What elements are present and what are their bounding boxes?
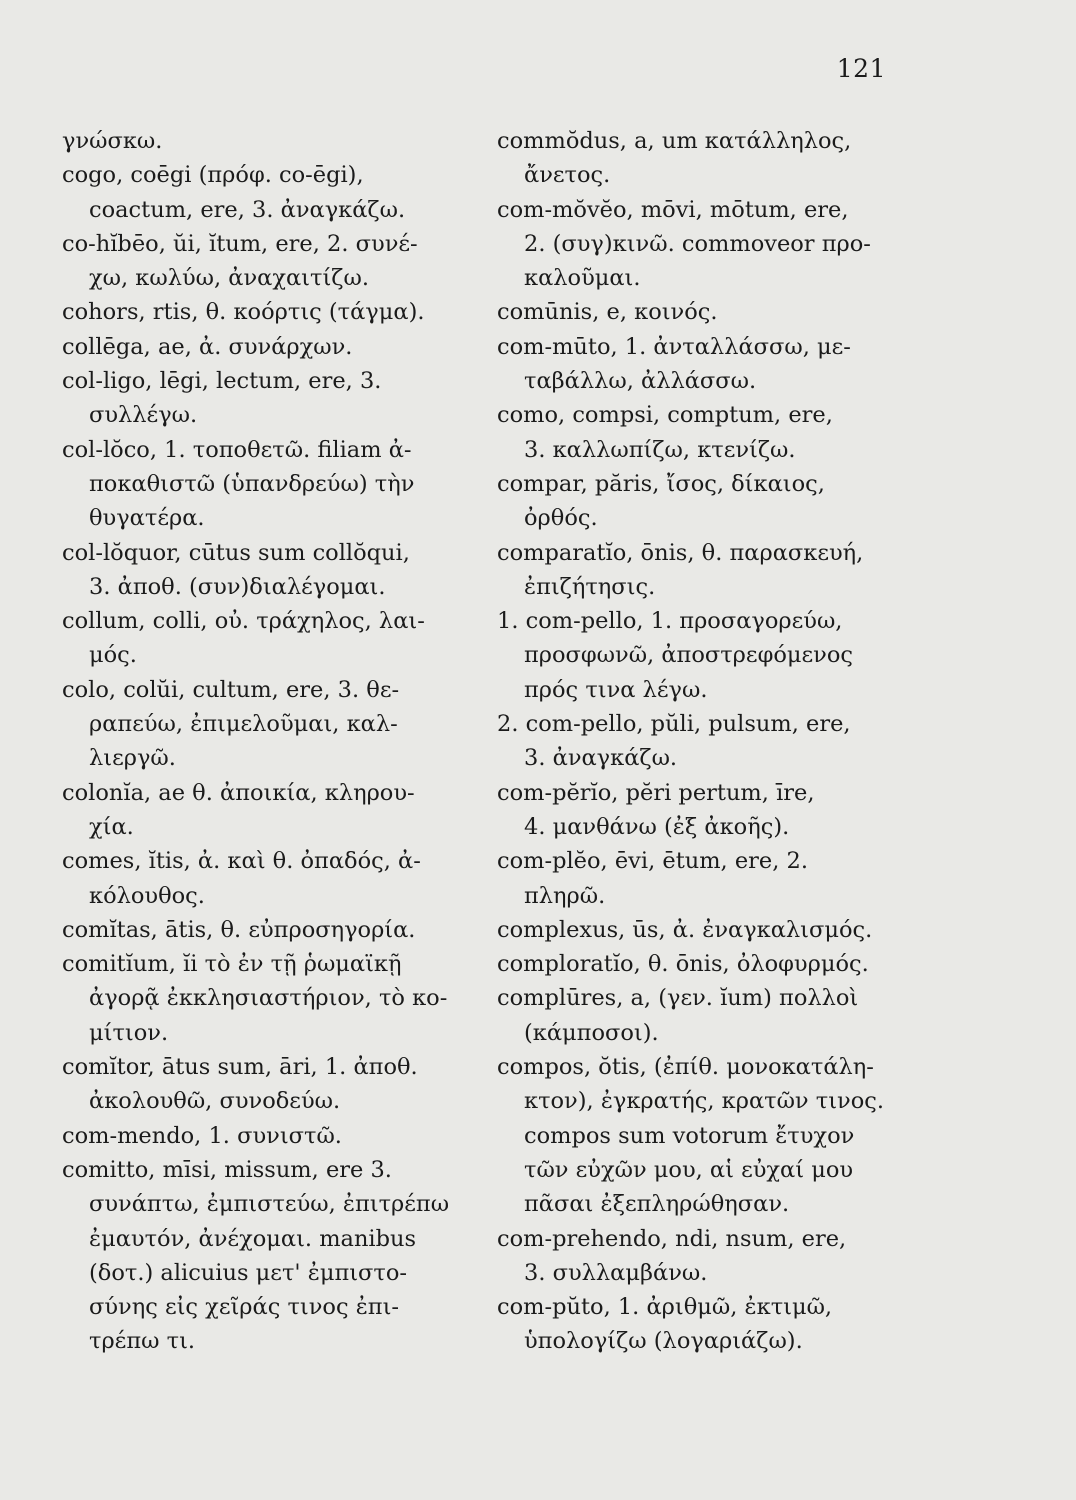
entry-line: com-pĕrĭo, pĕri pertum, īre, xyxy=(497,779,815,806)
right-column xyxy=(497,124,917,1359)
left-column xyxy=(62,124,482,1359)
text-line: λιεργῶ. xyxy=(89,745,176,772)
text-line: καλοῦμαι. xyxy=(524,265,641,292)
text-line: 4. μανθάνω (ἐξ ἀκοῆς). xyxy=(524,813,790,840)
entry-line: commŏdus, a, um κατάλληλος, xyxy=(497,128,852,154)
text-line: ἄνετος. xyxy=(524,162,611,189)
entry-line: com-pŭto, 1. ἀριθμῶ, ἐκτιμῶ, xyxy=(497,1294,833,1321)
text-line: ἀγορᾷ ἐκκλησιαστήριον, τὸ κο- xyxy=(89,985,448,1012)
text-line: πᾶσαι ἐξεπληρώθησαν. xyxy=(524,1191,790,1218)
text-line: μίτιον. xyxy=(89,1019,169,1046)
text-line: κτον), ἐγκρατής, κρατῶν τινος. xyxy=(524,1088,885,1115)
text-line: προσφωνῶ, ἀποστρεφόμενος xyxy=(524,642,853,669)
text-line: πρός τινα λέγω. xyxy=(524,676,708,703)
entry-line: comes, ĭtis, ἀ. καὶ θ. ὀπαδός, ἀ- xyxy=(62,848,421,875)
text-line: χω, κωλύω, ἀναχαιτίζω. xyxy=(89,265,369,292)
entry-line: complexus, ūs, ἀ. ἐναγκαλισμός. xyxy=(497,916,873,943)
entry-line: 1. com-pello, 1. προσαγορεύω, xyxy=(497,608,843,635)
text-line: 3. καλλωπίζω, κτενίζω. xyxy=(524,436,796,463)
text-line: πληρῶ. xyxy=(524,882,606,909)
entry-line: 2. com-pello, pŭli, pulsum, ere, xyxy=(497,711,851,738)
text-line: μός. xyxy=(89,642,137,669)
entry-line: co-hĭbēo, ŭi, ĭtum, ere, 2. συνέ- xyxy=(62,230,418,257)
entry-line: comĭtor, ātus sum, āri, 1. ἀποθ. xyxy=(62,1054,418,1081)
entry-line: com-plĕo, ēvi, ētum, ere, 2. xyxy=(497,848,809,875)
text-line: ἐπιζήτησις. xyxy=(524,573,656,600)
entry-line: compos, ŏtis, (ἐπίθ. μονοκατάλη- xyxy=(497,1054,874,1081)
entry-line: complūres, a, (γεν. ĭum) πολλοὶ xyxy=(497,985,859,1012)
text-line: 3. ἀποθ. (συν)διαλέγομαι. xyxy=(89,573,386,600)
text-line: γνώσκω. xyxy=(62,128,163,154)
text-line: τῶν εὐχῶν μου, αἱ εὐχαί μου xyxy=(524,1156,854,1183)
entry-line: collēga, ae, ἀ. συνάρχων. xyxy=(62,333,353,360)
entry-line: como, compsi, comptum, ere, xyxy=(497,402,833,429)
text-line: ὀρθός. xyxy=(524,505,598,532)
entry-line: com-prehendo, ndi, nsum, ere, xyxy=(497,1225,847,1252)
text-line: ποκαθιστῶ (ὑπανδρεύω) τὴν xyxy=(89,470,415,497)
entry-line: comitĭum, ĭi τὸ ἐν τῇ ῥωμαϊκῇ xyxy=(62,951,402,978)
text-line: 3. συλλαμβάνω. xyxy=(524,1259,708,1286)
entry-line: com-mŏvĕo, mōvi, mōtum, ere, xyxy=(497,196,849,223)
entry-line: col-lŏquor, cūtus sum collŏqui, xyxy=(62,539,410,566)
entry-line: comparatĭo, ōnis, θ. παρασκευή, xyxy=(497,539,864,566)
entry-line: cogo, coēgi (πρόφ. co-ēgi), xyxy=(62,162,364,189)
entry-line: com-mūto, 1. ἀνταλλάσσω, με- xyxy=(497,333,851,360)
text-line: ραπεύω, ἐπιμελοῦμαι, καλ- xyxy=(89,711,398,738)
text-line: (κάμποσοι). xyxy=(524,1019,659,1046)
text-line: compos sum votorum ἔτυχον xyxy=(524,1122,855,1149)
text-line: 3. ἀναγκάζω. xyxy=(524,745,678,772)
text-line: τρέπω τι. xyxy=(89,1328,196,1355)
page-number: 121 xyxy=(836,54,886,83)
text-line: συλλέγω. xyxy=(89,402,198,429)
entry-line: comĭtas, ātis, θ. εὐπροσηγορία. xyxy=(62,916,416,943)
entry-line: colo, colŭi, cultum, ere, 3. θε- xyxy=(62,676,400,703)
text-line: (δοτ.) alicuius μετ' ἐμπιστο- xyxy=(89,1259,408,1286)
text-line: ταβάλλω, ἀλλάσσω. xyxy=(524,368,757,395)
text-line: σύνης εἰς χεῖράς τινος ἐπι- xyxy=(89,1294,400,1321)
entry-line: collum, colli, οὐ. τράχηλος, λαι- xyxy=(62,608,425,635)
text-line: θυγατέρα. xyxy=(89,505,205,532)
text-line: ὑπολογίζω (λογαριάζω). xyxy=(524,1328,803,1355)
entry-line: com-mendo, 1. συνιστῶ. xyxy=(62,1122,342,1149)
entry-line: col-ligo, lēgi, lectum, ere, 3. xyxy=(62,368,382,395)
entry-line: comūnis, e, κοινός. xyxy=(497,299,718,326)
entry-line: compar, păris, ἴσος, δίκαιος, xyxy=(497,470,825,497)
text-line: συνάπτω, ἐμπιστεύω, ἐπιτρέπω xyxy=(89,1191,450,1218)
text-line: κόλουθος. xyxy=(89,882,205,909)
text-line: χία. xyxy=(89,813,134,840)
text-line: ἀκολουθῶ, συνοδεύω. xyxy=(89,1088,341,1115)
entry-line: comploratĭo, θ. ōnis, ὀλοφυρμός. xyxy=(497,951,869,978)
text-line: coactum, ere, 3. ἀναγκάζω. xyxy=(89,196,406,223)
entry-line: cohors, rtis, θ. κοόρτις (τάγμα). xyxy=(62,299,425,326)
entry-line: colonĭa, ae θ. ἀποικία, κληρου- xyxy=(62,779,415,806)
entry-line: col-lŏco, 1. τοποθετῶ. filiam ἀ- xyxy=(62,436,412,463)
entry-line: comitto, mīsi, missum, ere 3. xyxy=(62,1156,392,1183)
text-line: ἐμαυτόν, ἀνέχομαι. manibus xyxy=(89,1225,417,1252)
text-line: 2. (συγ)κινῶ. commoveor προ- xyxy=(524,230,871,257)
